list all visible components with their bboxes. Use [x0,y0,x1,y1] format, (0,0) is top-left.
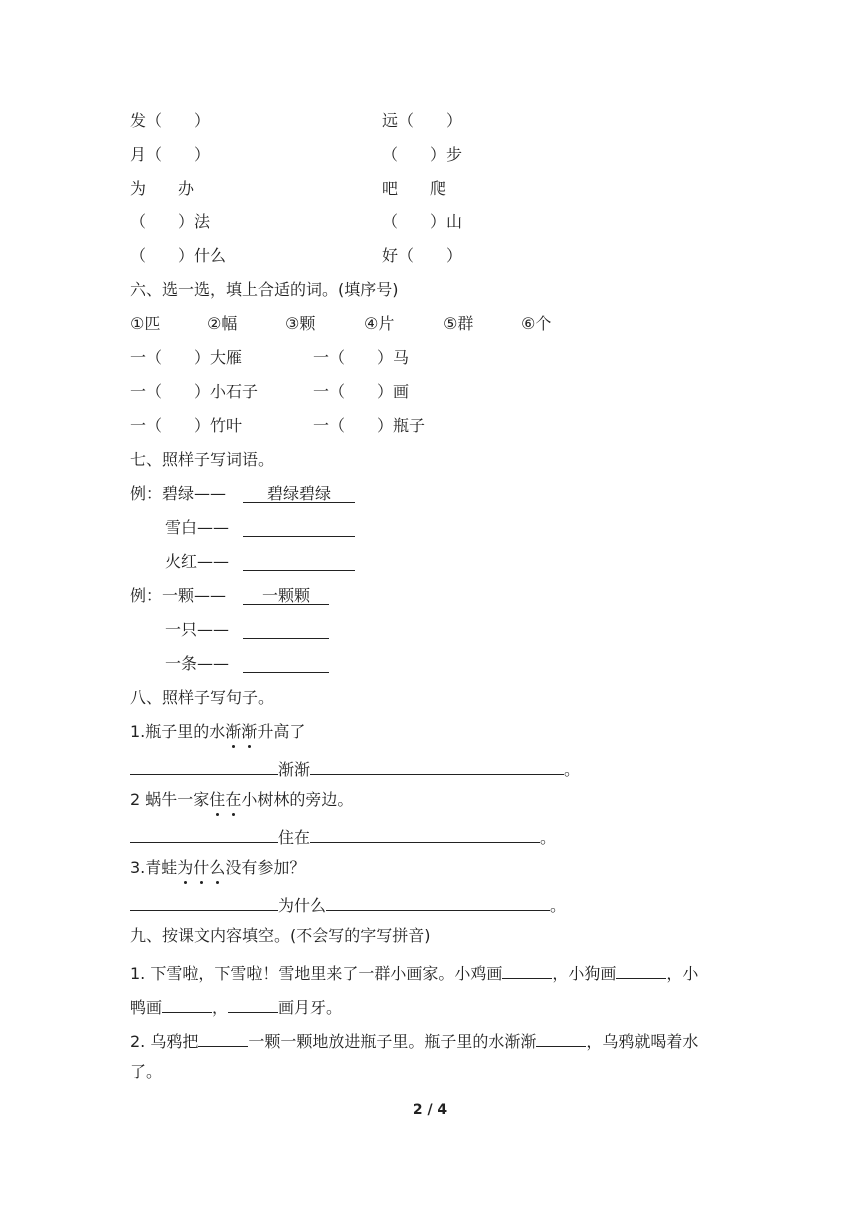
sentence-text: 升高了 [257,722,306,741]
section-6-title: 六、选一选，填上合适的词。(填序号) [130,280,399,299]
option-3: ③颗 [285,314,316,333]
example-2-prefix: 例：一颗—— [130,586,227,605]
passage-text: 2. 乌鸦把 [130,1032,199,1051]
option-4: ④片 [364,314,395,333]
sentence-number: 3. [130,858,146,877]
answer-blank[interactable] [130,824,278,843]
measure-item: 一（ ）瓶子 [313,416,426,435]
option-5: ⑤群 [443,314,474,333]
option-1: ①匹 [130,314,161,333]
passage-text: ，小狗画 [552,964,617,983]
measure-item: 一（ ）画 [313,382,410,401]
pair-left-1: 发（ ） [130,111,211,130]
passage-1-line-1 [130,960,698,984]
answer-blank[interactable] [130,892,278,911]
answer-blank[interactable] [198,1028,248,1047]
section-8-title: 八、照样子写句子。 [130,688,275,707]
measure-item: 一（ ）马 [313,348,410,367]
passage-1-line-2 [130,994,342,1018]
passage-2-line-1 [130,1028,698,1052]
pair-left-3: 为 办 [130,179,195,198]
passage-text: ，小 [666,964,699,983]
sentence-fill-3 [130,892,566,916]
period: 。 [564,760,581,779]
example-sentence-2 [130,790,353,810]
emphasis-char: 为 [177,858,194,877]
measure-item: 一（ ）大雁 [130,348,243,367]
example-sentence-3 [130,858,305,878]
sentence-text: 蜗牛一家 [145,790,210,809]
answer-blank[interactable] [310,756,564,775]
answer-blank[interactable] [243,518,355,537]
pair-left-4: （ ）法 [130,212,211,231]
measure-item: 一（ ）小石子 [130,382,259,401]
page-number: 2 / 4 [412,1102,448,1118]
keyword: 渐渐 [278,760,311,779]
option-6: ⑥个 [521,314,552,333]
answer-blank[interactable] [616,960,666,979]
pair-right-4: （ ）山 [382,212,463,231]
answer-blank[interactable] [310,824,540,843]
keyword: 为什么 [278,896,327,915]
emphasis-char: 渐 [225,722,242,741]
pair-right-5: 好（ ） [382,246,463,265]
emphasis-char: 在 [225,790,242,809]
sentence-number: 1. [130,722,146,741]
word-prompt: 雪白—— [165,518,230,537]
example-1-answer: 碧绿碧绿 [243,484,355,503]
passage-text: ，乌鸦就喝着水 [586,1032,699,1051]
answer-blank[interactable] [243,654,329,673]
sentence-number: 2 [130,790,141,809]
emphasis-char: 渐 [241,722,258,741]
sentence-fill-1 [130,756,580,780]
passage-text: 画月牙。 [278,998,343,1017]
answer-blank[interactable] [536,1028,586,1047]
example-1-prefix: 例：碧绿—— [130,484,227,503]
pair-right-3: 吧 爬 [382,179,447,198]
emphasis-char: 么 [209,858,226,877]
answer-blank[interactable] [228,994,278,1013]
passage-text: 一颗一颗地放进瓶子里。瓶子里的水渐渐 [248,1032,537,1051]
sentence-text: 瓶子里的水 [145,722,226,741]
passage-2-line-2: 了。 [130,1062,163,1081]
answer-blank[interactable] [130,756,278,775]
option-2: ②幅 [207,314,238,333]
pair-left-5: （ ）什么 [130,246,227,265]
emphasis-char: 住 [209,790,226,809]
word-prompt: 一条—— [165,654,230,673]
answer-blank[interactable] [162,994,212,1013]
sentence-text: 青蛙 [145,858,178,877]
passage-text: 1. 下雪啦，下雪啦！雪地里来了一群小画家。小鸡画 [130,964,503,983]
answer-blank[interactable] [502,960,552,979]
answer-blank[interactable] [326,892,550,911]
emphasis-char: 什 [193,858,210,877]
pair-left-2: 月（ ） [130,145,211,164]
period: 。 [550,896,567,915]
section-7-title: 七、照样子写词语。 [130,450,275,469]
pair-right-1: 远（ ） [382,111,463,130]
sentence-text: 小树林的旁边。 [241,790,354,809]
measure-item: 一（ ）竹叶 [130,416,243,435]
sentence-fill-2 [130,824,556,848]
answer-blank[interactable] [243,552,355,571]
example-2-answer: 一颗颗 [243,586,329,605]
period: 。 [540,828,557,847]
section-9-title: 九、按课文内容填空。(不会写的字写拼音) [130,926,431,945]
word-prompt: 一只—— [165,620,230,639]
keyword: 住在 [278,828,311,847]
sentence-text: 没有参加？ [225,858,306,877]
pair-right-2: （ ）步 [382,145,463,164]
word-prompt: 火红—— [165,552,230,571]
passage-text: 鸭画 [130,998,163,1017]
passage-text: ， [212,998,229,1017]
answer-blank[interactable] [243,620,329,639]
example-sentence-1 [130,722,305,742]
